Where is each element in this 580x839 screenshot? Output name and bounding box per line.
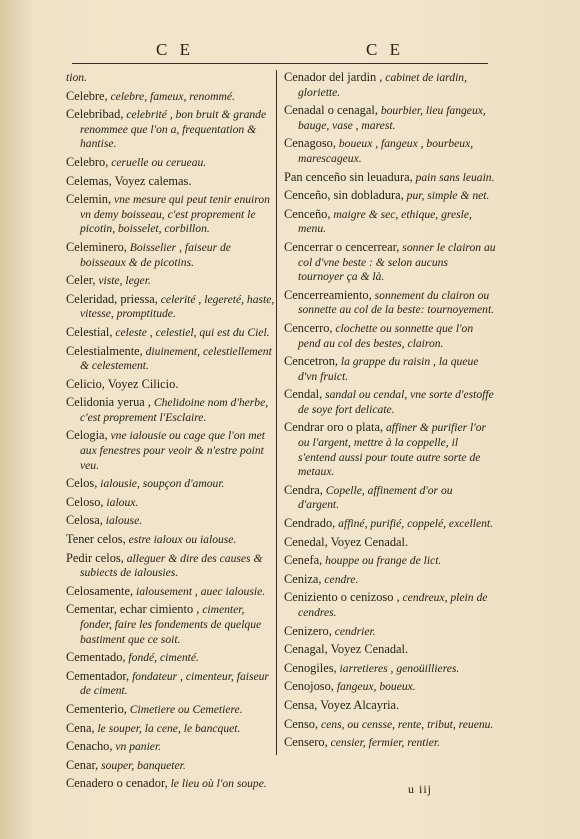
entry-definition: pain sans leuain. [412,170,495,184]
entry-definition: viste, leger. [95,274,151,288]
entry-headword: Cencerreamiento, [284,287,372,302]
dictionary-entry [66,476,278,492]
header-rule [72,63,488,64]
entry-definition: diuinement, celestiellement & celestement. [80,344,272,373]
entry-headword: Celer, [66,273,96,288]
dictionary-entry [66,292,278,322]
entry-definition: celeste , celestiel, qui est du Ciel. [112,325,270,339]
dictionary-entry [284,516,496,532]
dictionary-entry [66,174,278,190]
entry-headword: Cencerro, [284,320,333,335]
entry-definition: affiner & purifier l'or ou l'argent, mettre à la coppelle, il s'entend aussi pour toute autre sorte de metaux. [298,421,487,479]
entry-definition: cens, ou censse, rente, tribut, reuenu. [318,717,494,731]
entry-definition: fondé, cimenté. [125,651,199,665]
dictionary-entry [66,721,278,737]
entry-definition: iarretieres , genoüillieres. [336,661,460,675]
entry-definition: houppe ou frange de lict. [322,554,442,568]
entry-headword: Celidonia yerua , [66,395,151,410]
entry-headword: Censero, [284,735,328,750]
entry-headword: Celemin, [66,192,112,207]
dictionary-entry [284,420,496,479]
entry-headword: Celos, [66,476,98,491]
entry-definition: vn panier. [112,740,162,754]
dictionary-entry [284,590,496,620]
dictionary-entry [66,584,278,600]
entry-headword: Cencetron, [284,354,339,369]
dictionary-entry [66,325,278,341]
entry-headword: Cementador, [66,668,130,683]
entry-headword: Cendal, [284,387,323,402]
entry-headword: Cendrado, [284,516,336,531]
dictionary-entry [284,136,496,166]
entry-headword: Celebre, [66,88,108,103]
header-right: C E [366,40,404,59]
dictionary-entry [66,240,278,270]
dictionary-entry [284,483,496,513]
entry-headword: Ceniziento o cenizoso , [284,590,400,605]
entry-headword: Celosa, [66,513,103,528]
dictionary-entry [284,535,496,551]
entry-headword: Cementado, [66,650,126,665]
dictionary-entry [66,107,278,152]
entry-definition: cendreux, plein de cendres. [298,591,488,619]
entry-headword: Cenagoso, [284,136,336,151]
dictionary-entry [284,387,496,417]
header-left: C E [156,40,194,59]
dictionary-entry [284,321,496,351]
entry-definition: ialouse. [102,514,143,528]
entry-headword: Censa, Voyez Alcayria. [284,697,400,712]
entry-definition: cabinet de iardin, gloriette. [298,71,467,99]
entry-definition: le lieu où l'on soupe. [167,777,267,791]
entry-definition: fondateur , cimenteur, faiseur de ciment. [80,669,269,698]
entry-definition: sonnement du clairon ou sonnette au col de la beste: tournoyement. [298,288,495,317]
entry-definition: vne ialousie ou cage que l'on met aux fenestres pour veoir & n'estre point veu. [80,429,265,472]
dictionary-entry [66,344,278,374]
dictionary-entry [284,553,496,569]
dictionary-entry [66,551,278,581]
dictionary-entry [284,661,496,677]
dictionary-entry [66,602,278,647]
dictionary-entry [66,669,278,699]
entry-definition: ialousie, soupçon d'amour. [97,477,225,491]
right-column [284,70,496,754]
entry-definition: vne mesure qui peut tenir enuiron vn demy boisseau, c'est proprement le picotin, boisselet, corbillon. [80,193,270,236]
dictionary-entry [284,70,496,100]
entry-definition: Cimetiere ou Cemetiere. [126,702,243,716]
entry-definition: celebre, fameux, renommé. [107,89,235,103]
entry-definition: maigre & sec, ethique, gresle, menu. [298,207,472,236]
entry-headword: Cementerio, [66,701,127,716]
dictionary-entry [284,207,496,237]
entry-headword: Cenojoso, [284,679,334,694]
signature-mark: u iij [408,782,433,796]
dictionary-entry [66,495,278,511]
entry-headword: Pan cenceño sin leuadura, [284,169,413,184]
dictionary-entry [66,702,278,718]
entry-headword: Celestialmente, [66,343,143,358]
entry-definition: cimenter, fonder, faire les fondements de quelque bastiment que ce soit. [80,603,262,646]
dictionary-entry [284,288,496,318]
entry-headword: Celicio, Voyez Cilicio. [66,376,179,391]
entry-definition: fangeux, boueux. [333,680,416,694]
dictionary-entry [284,170,496,186]
entry-definition: alleguer & dire des causes & subiects de ialousies. [80,551,263,580]
entry-definition: clochette ou sonnette que l'on pend au col des bestes, clairon. [298,321,474,350]
entry-headword: Cenar, [66,757,99,772]
entry-headword: Cendra, [284,482,323,497]
dictionary-entry [66,532,278,548]
dictionary-entry [284,717,496,733]
entry-headword: Ceniza, [284,571,322,586]
dictionary-entry [284,240,496,285]
entry-headword: Cendrar oro o plata, [284,420,384,435]
entry-definition: cendrier. [331,624,376,638]
entry-headword: Celebribad, [66,107,124,122]
dictionary-entry [66,758,278,774]
dictionary-entry [284,354,496,384]
dictionary-entry [284,679,496,695]
dictionary-entry [66,776,278,792]
dictionary-entry [66,395,278,425]
entry-definition: pur, simple & net. [403,189,490,203]
dictionary-entry [284,624,496,640]
entry-headword: Cementar, echar cimiento , [66,602,200,617]
entry-headword: Celeridad, priessa, [66,291,158,306]
dictionary-entry [284,642,496,658]
entry-headword: Cenizero, [284,623,332,638]
entry-headword: Celoso, [66,494,104,509]
entry-headword: Pedir celos, [66,550,124,565]
dictionary-entry [66,513,278,529]
entry-definition: Boisselier , faiseur de boisseaux & de picotins. [80,240,231,269]
dictionary-entry [66,70,278,86]
entry-headword: Cenceño, sin dobladura, [284,188,404,203]
entry-definition: Chelidoine nom d'herbe, c'est proprement l'Esclaire. [80,396,269,424]
dictionary-entry [66,650,278,666]
dictionary-entry [284,572,496,588]
entry-headword: Celebro, [66,154,109,169]
dictionary-entry [66,155,278,171]
entry-definition: ialoux. [103,495,139,509]
dictionary-entry [66,428,278,473]
entry-headword: Celemas, Voyez calemas. [66,173,192,188]
dictionary-entry [66,377,278,393]
entry-definition: affiné, purifié, coppelé, excellent. [335,517,494,531]
entry-definition: souper, banqueter. [98,758,186,772]
entry-definition: ialousement , auec ialousie. [133,584,266,598]
entry-definition: tion. [66,71,87,84]
entry-headword: Cenefa, [284,553,323,568]
entry-definition: ceruelle ou cerueau. [108,155,207,169]
dictionary-entry [284,735,496,751]
entry-definition: cendre. [321,572,359,586]
dictionary-entry [66,192,278,237]
entry-headword: Celestial, [66,324,113,339]
dictionary-entry [66,89,278,105]
dictionary-entry [66,273,278,289]
entry-definition: sonner le clairon au col d'vne beste : & selon aucuns tournoyer ça & là. [298,240,496,284]
entry-definition: censier, fermier, rentier. [327,736,440,750]
entry-headword: Celogia, [66,428,108,443]
entry-definition: celebrité , bon bruit & grande renommee que l'on a, frequentation & hantise. [80,108,267,151]
entry-definition: estre ialoux ou ialouse. [125,533,237,547]
entry-headword: Cenadal o cenagal, [284,103,378,118]
entry-headword: Tener celos, [66,532,126,547]
entry-headword: Celosamente, [66,583,134,598]
dictionary-entry [284,698,496,714]
left-column [66,70,278,795]
dictionary-entry [284,188,496,204]
entry-headword: Cencerrar o cencerrear, [284,239,400,254]
entry-definition: la grappe du raisin , la queue d'vn fruict. [298,355,479,383]
entry-headword: Cenagal, Voyez Cenadal. [284,642,409,657]
entry-definition: boueux , fangeux , bourbeux, marescageux. [298,137,474,165]
entry-headword: Cenadero o cenador, [66,776,168,791]
entry-definition: le souper, la cene, le bancquet. [94,721,241,735]
dictionary-entry [284,103,496,133]
entry-headword: Celeminero, [66,239,127,254]
entry-headword: Censo, [284,716,319,731]
entry-definition: Copelle, affinement d'or ou d'argent. [298,483,453,512]
column-divider [276,70,277,755]
entry-definition: celerité , legereté, haste, vitesse, promptitude. [80,292,275,321]
entry-headword: Cena, [66,720,95,735]
entry-definition: sandal ou cendal, vne sorte d'estoffe de soye fort delicate. [298,388,494,416]
dictionary-entry [66,739,278,755]
entry-headword: Cenador del jardin , [284,70,383,84]
entry-headword: Cenceño, [284,206,331,221]
entry-headword: Cenogiles, [284,660,337,675]
running-header [70,40,490,62]
entry-headword: Cenedal, Voyez Cenadal. [284,534,409,549]
entry-headword: Cenacho, [66,739,113,754]
entry-definition: bourbier, lieu fangeux, bauge, vase , marest. [298,104,486,132]
